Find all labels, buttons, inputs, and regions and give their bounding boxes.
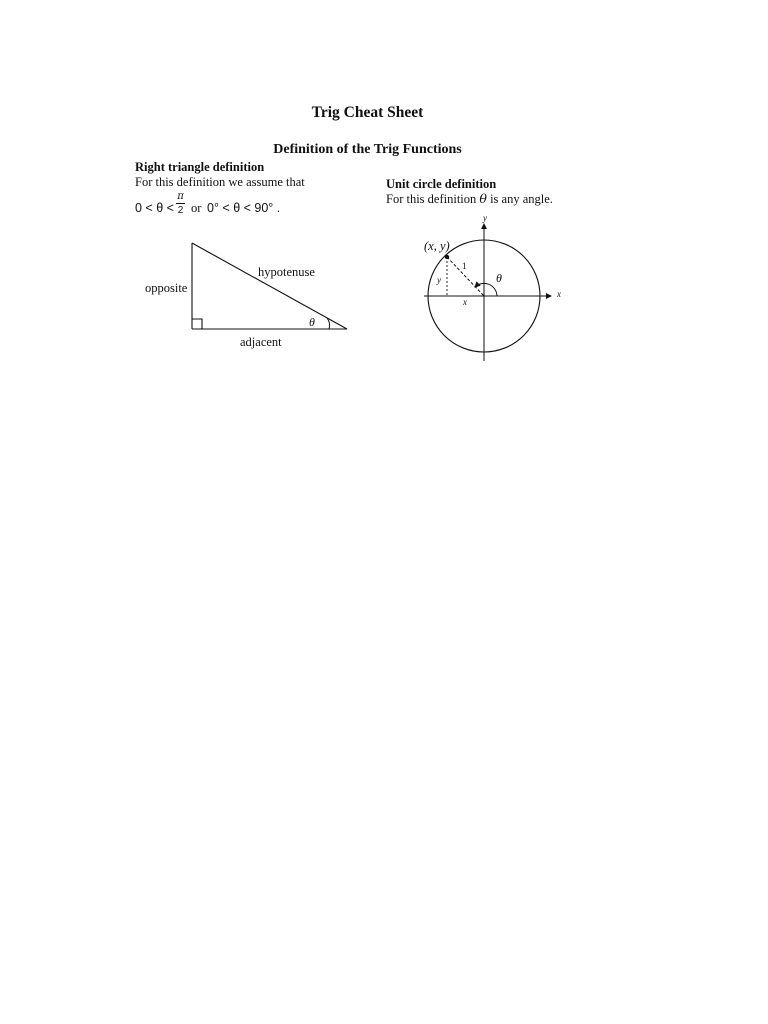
label-opposite: opposite [145, 281, 188, 295]
label-y-axis: y [483, 213, 487, 223]
right-triangle-diagram [145, 243, 347, 349]
formula-frac-num: π [177, 191, 184, 202]
label-x-coordinate: x [463, 297, 467, 307]
formula-part1: 0 < θ < [135, 201, 174, 215]
formula-part2: 0° < θ < 90° . [207, 201, 281, 215]
point-on-circle [445, 255, 449, 259]
label-adjacent: adjacent [240, 335, 282, 349]
label-x-axis: x [557, 289, 561, 299]
unit-circle-diagram [424, 213, 561, 361]
section-title: Definition of the Trig Functions [273, 142, 462, 157]
page-title: Trig Cheat Sheet [311, 104, 424, 121]
label-triangle-angle: θ [309, 315, 315, 329]
unit-circle-text-before: For this definition [386, 192, 477, 206]
right-angle-marker [192, 319, 202, 329]
label-y-coordinate: y [437, 275, 441, 285]
unit-circle-text-after: is any angle. [490, 192, 553, 206]
label-circle-angle: θ [496, 271, 502, 285]
label-radius: 1 [462, 261, 467, 271]
formula-or: or [191, 201, 202, 215]
unit-circle-heading: Unit circle definition [386, 177, 497, 191]
unit-circle-theta: θ [479, 191, 487, 206]
right-triangle-heading: Right triangle definition [135, 160, 265, 174]
formula-frac-den: 2 [177, 205, 184, 216]
right-triangle-text: For this definition we assume that [135, 175, 305, 189]
label-point-xy: (x, y) [424, 239, 450, 253]
label-hypotenuse: hypotenuse [258, 265, 315, 279]
triangle-hypotenuse-side [192, 243, 347, 329]
